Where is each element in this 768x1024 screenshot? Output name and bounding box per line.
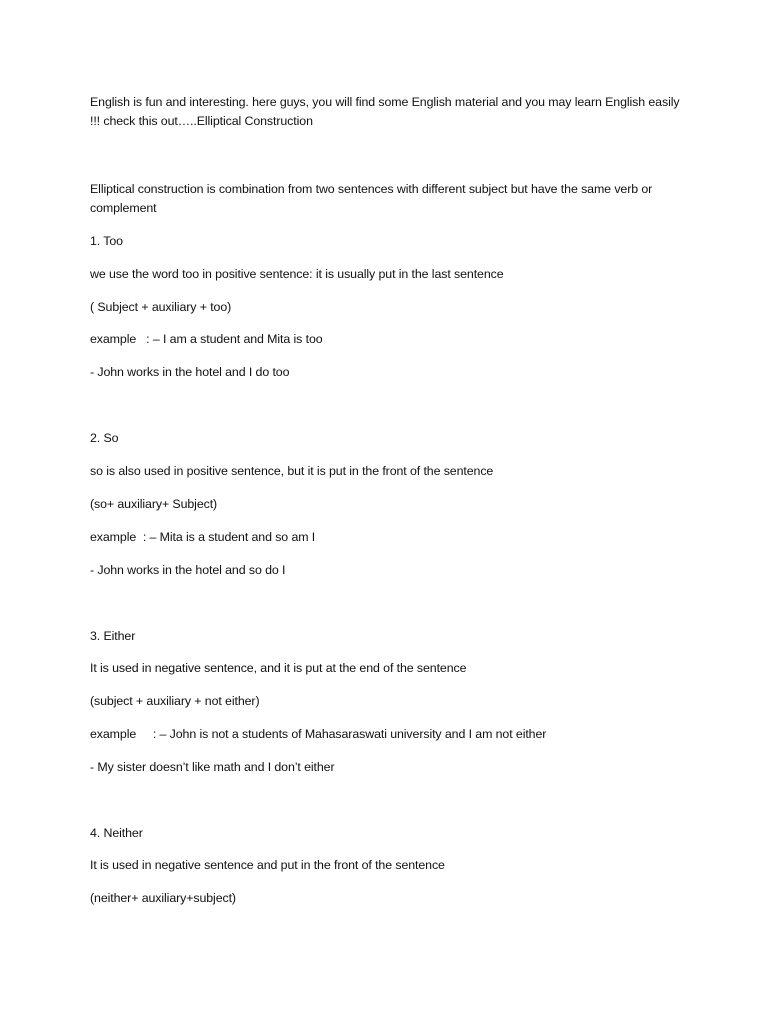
intro-paragraph: English is fun and interesting. here guys, you will find some English material and you may learn English easily !!! check this out…..Elliptical Construction <box>90 95 683 128</box>
section-description-either: It is used in negative sentence, and it is put at the end of the sentence <box>90 661 467 675</box>
section-example-too: example : – I am a student and Mita is too <box>90 332 323 346</box>
section-example-either: example : – John is not a students of Mahasaraswati university and I am not either <box>90 727 547 741</box>
section-description-neither: It is used in negative sentence and put in the front of the sentence <box>90 858 445 872</box>
section-formula-so: (so+ auxiliary+ Subject) <box>90 497 218 511</box>
definition-paragraph: Elliptical construction is combination from two sentences with different subject but have the same verb or complement <box>90 182 656 215</box>
section-formula-neither: (neither+ auxiliary+subject) <box>90 891 236 905</box>
section-description-too: we use the word too in positive sentence: it is usually put in the last sentence <box>90 267 504 281</box>
section-example-so: example : – Mita is a student and so am I <box>90 530 316 544</box>
section-description-so: so is also used in positive sentence, but it is put in the front of the sentence <box>90 464 494 478</box>
section-formula-too: ( Subject + auxiliary + too) <box>90 300 232 314</box>
section-heading-too: 1. Too <box>90 234 123 248</box>
section-heading-neither: 4. Neither <box>90 826 143 840</box>
section-formula-either: (subject + auxiliary + not either) <box>90 694 260 708</box>
section-example2-either: - My sister doesn’t like math and I don’t either <box>90 760 335 774</box>
section-example2-so: - John works in the hotel and so do I <box>90 563 286 577</box>
section-heading-so: 2. So <box>90 431 119 445</box>
section-heading-either: 3. Either <box>90 629 136 643</box>
section-example2-too: - John works in the hotel and I do too <box>90 365 290 379</box>
